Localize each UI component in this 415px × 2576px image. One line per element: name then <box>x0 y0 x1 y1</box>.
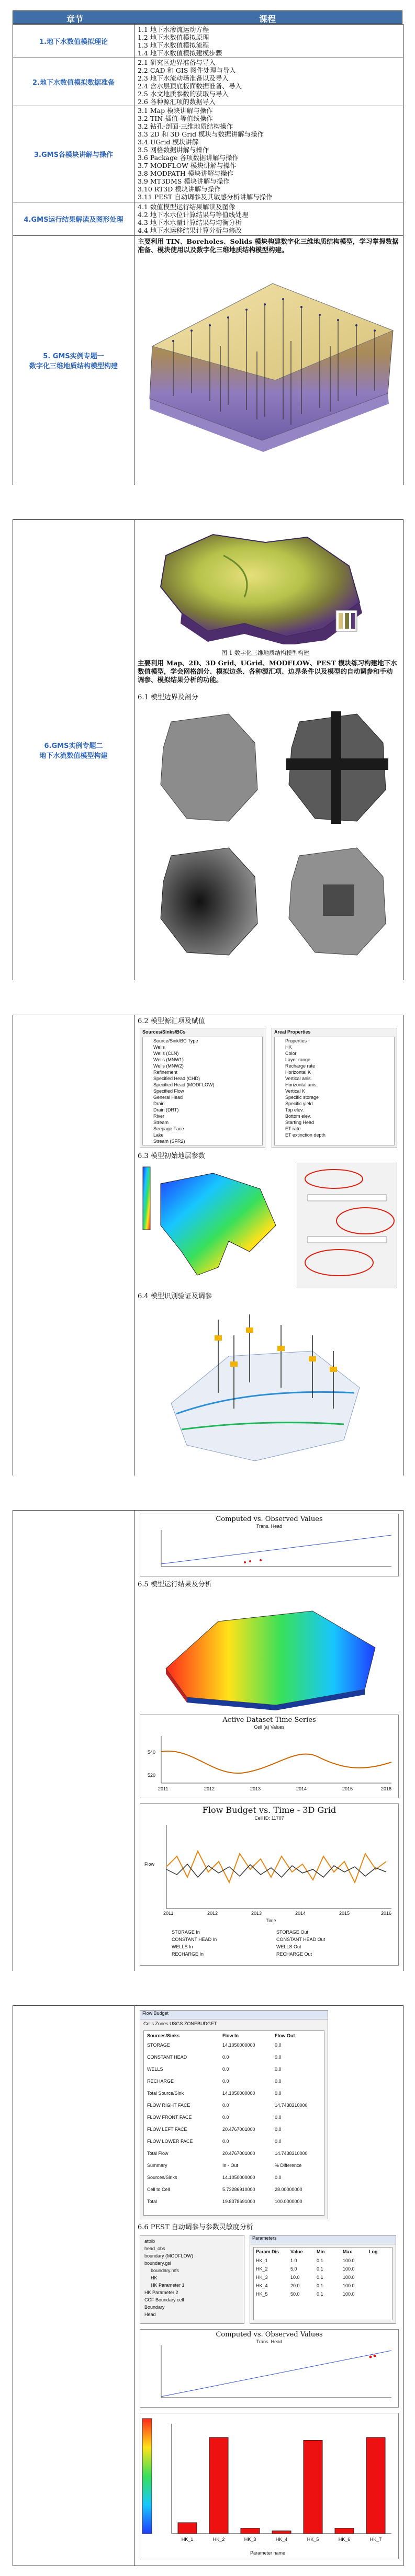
x-tick: 2013 <box>251 1911 262 1916</box>
list-item[interactable]: Starting Head <box>285 1120 315 1125</box>
tree-item[interactable]: Boundary <box>144 2305 165 2310</box>
param-col-header: Min <box>317 2249 325 2254</box>
sec6-table <box>13 519 403 981</box>
mesh-svg-2 <box>278 706 399 832</box>
budget-table <box>143 2030 324 2216</box>
result-3d-svg <box>155 1590 386 1710</box>
list-item[interactable]: Specified Head (CHD) <box>153 1076 200 1081</box>
chart-2-svg <box>140 1715 398 1798</box>
x-tick: 2015 <box>339 1911 350 1916</box>
time-series-chart <box>140 1715 399 1798</box>
computed-observed-chart-2 <box>140 2329 399 2408</box>
param-col-header: Log <box>369 2249 378 2254</box>
budget-cell: 0.0 <box>275 2055 282 2060</box>
budget-cell: Sources/Sinks <box>147 2175 177 2180</box>
section-items-2 <box>134 58 403 106</box>
x-tick: 2012 <box>207 1911 218 1916</box>
budget-cell: 14.7438310000 <box>275 2151 308 2156</box>
sec6-label-line1: 6.GMS实例专题二 <box>44 742 103 750</box>
tree-item[interactable]: Head <box>144 2312 156 2317</box>
list-item[interactable]: Layer range <box>285 1057 311 1062</box>
list-item[interactable]: Vertical anis. <box>285 1076 312 1081</box>
sensitivity-bar-chart <box>140 2413 399 2559</box>
param-cell[interactable]: 0.1 <box>317 2258 323 2263</box>
sec7-content <box>134 1015 403 1476</box>
sec9-label <box>13 2006 134 2566</box>
budget-cell: Total <box>147 2199 158 2204</box>
list-item: 3.4 UGrid 模块讲解 <box>138 138 199 146</box>
param-cell[interactable]: 1.0 <box>290 2258 297 2263</box>
bar <box>366 2437 385 2534</box>
budget-cell: 14.1050000000 <box>222 2175 255 2180</box>
chart-title: Computed vs. Observed Values <box>216 1515 323 1523</box>
x-tick-label: HK_5 <box>307 2537 319 2542</box>
source-sink-dialog-title: Sources/Sinks/BCs <box>142 1029 186 1035</box>
x-tick: 2013 <box>250 1786 261 1791</box>
sec8-subtitle: 6.5 模型运行结果及分析 <box>138 1581 212 1588</box>
param-cell[interactable]: 100.0 <box>343 2275 355 2280</box>
chart-4-svg <box>140 2330 398 2407</box>
list-item: 4.2 地下水水位计算结果与等值线处理 <box>138 211 249 219</box>
budget-cell: Total Source/Sink <box>147 2091 184 2096</box>
budget-cell: Summary <box>147 2163 167 2168</box>
calibration-figure <box>155 1304 375 1471</box>
budget-cell: FLOW RIGHT FACE <box>147 2103 190 2108</box>
budget-cell: 0.0 <box>222 2103 229 2108</box>
list-item[interactable]: Properties <box>285 1038 307 1043</box>
table-header <box>13 10 402 24</box>
sec6-paragraph: 主要利用 Map、2D、3D Grid、UGrid、MODFLOW、PEST 模块练习构建地下水数值模型，学会网格剖分、模拟边条、各种源汇项、边界条件以及模型的自动调参和手动调参、模拟结果分析的功能。 <box>138 659 397 684</box>
sec9-table <box>13 2005 403 2566</box>
list-item: 2.6 各种源汇项的数据导入 <box>138 98 216 106</box>
budget-cell: 0.0 <box>222 2055 229 2060</box>
budget-cell: FLOW LOWER FACE <box>147 2139 193 2144</box>
param-map-figure <box>140 1163 291 1288</box>
budget-cell: 0.0 <box>275 2175 282 2180</box>
list-item: 3.11 PEST 自动调参及其敏感分析讲解与操作 <box>138 193 273 201</box>
tree-item[interactable]: HK Parameter 1 <box>151 2283 185 2288</box>
x-tick: 2014 <box>296 1786 307 1791</box>
list-item[interactable]: HK <box>285 1045 292 1050</box>
budget-col: Sources/Sinks <box>147 2033 180 2038</box>
budget-cell: 0.0 <box>275 2127 282 2132</box>
chart-title: Flow Budget vs. Time - 3D Grid <box>202 1805 337 1815</box>
param-dialog <box>297 1163 397 1288</box>
header-col-chapter: 章节 <box>66 14 84 24</box>
budget-cell: RECHARGE <box>147 2079 174 2084</box>
param-cell[interactable]: 5.0 <box>290 2266 297 2272</box>
sec8-content <box>134 1511 403 1971</box>
section-items-3 <box>134 106 403 202</box>
section-label-2: 2.地下水数值模拟数据准备 <box>13 58 134 106</box>
list-item[interactable]: Lake <box>153 1132 164 1138</box>
budget-cell: Total Flow <box>147 2151 169 2156</box>
x-tick-label: HK_4 <box>275 2537 288 2542</box>
list-item: 1.1 地下水渗流运动方程 <box>138 26 209 33</box>
param-cell[interactable]: 100.0 <box>343 2266 355 2272</box>
x-tick: 2011 <box>163 1911 174 1916</box>
budget-cell: 5.73286910000 <box>222 2187 255 2192</box>
list-item[interactable]: ET rate <box>285 1126 301 1131</box>
bar <box>304 2441 322 2534</box>
param-cell[interactable]: 10.0 <box>290 2275 300 2280</box>
param-cell[interactable]: HK_2 <box>256 2266 268 2272</box>
list-item[interactable]: Recharge rate <box>285 1063 316 1069</box>
legend-item: RECHARGE In <box>172 1951 204 1957</box>
list-item[interactable]: Wells (MNW1) <box>153 1057 184 1062</box>
section-items-4 <box>134 202 403 235</box>
mesh-svg-1 <box>150 706 271 832</box>
list-item[interactable]: ET extinction depth <box>285 1132 326 1138</box>
list-item[interactable]: Refinement <box>153 1070 178 1075</box>
header-col-course: 课程 <box>259 14 276 24</box>
x-tick-label: HK_1 <box>181 2537 194 2542</box>
tree-item[interactable]: attrib <box>144 2239 155 2244</box>
legend-item: RECHARGE Out <box>276 1951 312 1957</box>
calibration-svg <box>155 1304 375 1471</box>
param-col-header: Value <box>290 2249 303 2254</box>
list-item: 3.2 钻孔-剖面-三维地质结构操作 <box>138 122 233 130</box>
budget-cell: 14.7438310000 <box>275 2103 308 2108</box>
list-item[interactable]: General Head <box>153 1095 183 1100</box>
tree-item[interactable]: head_obs <box>144 2246 165 2251</box>
budget-cell: CONSTANT HEAD <box>147 2055 187 2060</box>
x-tick-label: HK_7 <box>369 2537 382 2542</box>
result-3d-figure <box>155 1590 386 1710</box>
sec7-subtitle-3: 6.4 模型识别验证及调参 <box>138 1292 212 1300</box>
list-item[interactable]: Seepage Face <box>153 1126 184 1131</box>
section-label-5 <box>13 235 134 485</box>
source-sink-list <box>142 1037 263 1145</box>
dialog-titlebar: Flow Budget <box>140 2011 328 2019</box>
param-dialog-svg <box>297 1163 397 1288</box>
budget-cell: 20.4767001000 <box>222 2127 255 2132</box>
areal-props-dialog <box>272 1028 397 1148</box>
budget-col: Flow In <box>222 2033 239 2038</box>
param-cell[interactable]: HK_5 <box>256 2291 268 2297</box>
tree-item[interactable]: boundary.gsi <box>144 2261 171 2266</box>
legend-item: WELLS In <box>172 1944 193 1949</box>
legend-item: WELLS Out <box>276 1944 301 1949</box>
budget-cell: 0.0 <box>275 2067 282 2072</box>
x-tick: 2014 <box>295 1911 306 1916</box>
x-axis-label: Time <box>266 1918 276 1923</box>
list-item[interactable]: Horizontal K <box>285 1070 311 1075</box>
bar <box>241 2528 260 2534</box>
section-label-4: 4.GMS运行结果解读及图形处理 <box>13 202 134 235</box>
budget-cell: 0.0 <box>222 2067 229 2072</box>
budget-cell: 100.0000000 <box>275 2199 302 2204</box>
budget-cell: 0.0 <box>222 2139 229 2144</box>
list-item: 1.2 地下水数值模拟原理 <box>138 33 209 41</box>
sec6-label-line2: 地下水流数值模型构建 <box>39 752 108 760</box>
list-item[interactable]: Bottom elev. <box>285 1114 311 1119</box>
sec7-label <box>13 1015 134 1476</box>
sec6-content <box>134 520 403 980</box>
list-item[interactable]: Top elev. <box>285 1107 304 1113</box>
bar-chart-svg <box>140 2413 398 2559</box>
budget-cell: Cell to Cell <box>147 2187 170 2192</box>
budget-cell: In - Out <box>222 2163 239 2168</box>
x-axis-label: Parameter name <box>250 2550 286 2556</box>
param-cell[interactable]: HK_1 <box>256 2258 268 2263</box>
budget-cell: 14.1050000000 <box>222 2042 255 2048</box>
chart-subtitle: Cell ID: 11707 <box>254 1815 284 1821</box>
legend-item: STORAGE Out <box>276 1930 308 1935</box>
budget-cell: FLOW LEFT FACE <box>147 2127 187 2132</box>
param-table <box>253 2247 392 2320</box>
dialog-titlebar: Parameters <box>250 2235 396 2244</box>
x-tick-label: HK_3 <box>244 2537 256 2542</box>
param-cell[interactable]: 50.0 <box>290 2291 300 2297</box>
chart-1-svg <box>140 1514 398 1576</box>
mesh-panel-1 <box>150 706 271 832</box>
x-tick-label: HK_6 <box>338 2537 351 2542</box>
sec7-subtitle-2: 6.3 模型初始地层参数 <box>138 1152 205 1160</box>
sec6-subtitle: 6.1 模型边界及剖分 <box>138 694 198 701</box>
bar <box>178 2523 197 2534</box>
list-item[interactable]: Stream <box>153 1120 169 1125</box>
tree-item[interactable]: HK <box>151 2275 158 2280</box>
x-tick-label: HK_2 <box>212 2537 225 2542</box>
list-item[interactable]: Vertical K <box>285 1088 306 1094</box>
y-tick: 520 <box>148 1773 156 1778</box>
flow-budget-chart <box>140 1803 399 1966</box>
sec5-content <box>134 235 403 485</box>
sec9-content <box>134 2006 403 2566</box>
list-item: 3.7 MODFLOW 模块讲解与操作 <box>138 162 237 169</box>
section-items-1 <box>134 25 403 58</box>
budget-cell: % Difference <box>275 2163 302 2168</box>
param-cell[interactable]: 100.0 <box>343 2258 355 2263</box>
param-cell[interactable]: 0.1 <box>317 2283 323 2288</box>
list-item[interactable]: Specified Flow <box>153 1088 184 1094</box>
param-col-header: Param Dis <box>256 2249 279 2254</box>
page-gap <box>0 980 415 1015</box>
mesh-panel-2 <box>278 706 399 832</box>
legend-item: CONSTANT HEAD In <box>172 1937 217 1942</box>
list-item[interactable]: Stream (SFR2) <box>153 1139 185 1144</box>
param-cell[interactable]: 100.0 <box>343 2283 355 2288</box>
legend-item: CONSTANT HEAD Out <box>276 1937 326 1942</box>
list-item[interactable]: Drain (DRT) <box>153 1107 179 1113</box>
budget-cell: 0.0 <box>275 2079 282 2084</box>
list-item: 4.1 数值模型运行结果解读及图像 <box>138 203 235 211</box>
list-item: 2.5 水文地质参数的获取与导入 <box>138 90 229 98</box>
param-cell[interactable]: 0.1 <box>317 2266 323 2272</box>
param-col-header: Max <box>343 2249 352 2254</box>
budget-cell: 0.0 <box>275 2115 282 2120</box>
legend-item: STORAGE In <box>172 1930 200 1935</box>
budget-cell: FLOW FRONT FACE <box>147 2115 192 2120</box>
param-cell[interactable]: 0.1 <box>317 2275 323 2280</box>
budget-cell: 14.1050000000 <box>222 2091 255 2096</box>
list-item[interactable]: Specific storage <box>285 1095 319 1100</box>
areal-props-dialog-title: Areal Properties <box>274 1029 311 1035</box>
tree-item[interactable]: HK Parameter 2 <box>144 2290 178 2295</box>
list-item[interactable]: Horizontal anis. <box>285 1082 318 1087</box>
bar <box>335 2528 354 2534</box>
list-item[interactable]: Wells <box>153 1045 165 1050</box>
list-item: 1.4 地下水数值模拟建模步骤 <box>138 49 222 57</box>
list-item: 3.2 TIN 插值-等值线操作 <box>138 115 213 122</box>
mesh-panel-4 <box>278 840 399 966</box>
sec6-label <box>13 520 134 980</box>
chart-subtitle: Trans. Head <box>256 1524 283 1529</box>
list-item: 3.9 MT3DMS 模块讲解与操作 <box>138 177 230 185</box>
mesh-svg-4 <box>278 840 399 966</box>
section-label-1: 1.地下水数值模拟理论 <box>13 25 134 58</box>
list-item[interactable]: Wells (CLN) <box>153 1051 179 1056</box>
tree-item[interactable]: CCF Boundary cell <box>144 2297 184 2302</box>
param-cell[interactable]: HK_3 <box>256 2275 268 2280</box>
chart-title: Active Dataset Time Series <box>222 1716 316 1724</box>
list-item: 4.3 地下水水量计算结果与均衡分析 <box>138 219 242 226</box>
list-item: 3.1 Map 模块讲解与操作 <box>138 107 213 115</box>
tree-item[interactable]: boundary (MODFLOW) <box>144 2253 194 2259</box>
chart-subtitle: Trans. Head <box>256 2339 283 2344</box>
param-cell[interactable]: 100.0 <box>343 2291 355 2297</box>
figure-caption: 图 1 数字化三维地质结构模型构建 <box>221 650 309 656</box>
budget-col: Flow Out <box>275 2033 295 2038</box>
list-item[interactable]: Specific yield <box>285 1101 313 1106</box>
list-item: 4.4 地下水运移结果计算分析与修改 <box>138 226 242 234</box>
param-cell[interactable]: 0.1 <box>317 2291 323 2297</box>
syllabus-table <box>13 24 403 485</box>
tree-item[interactable]: boundary.mfs <box>151 2268 179 2273</box>
sec5-label-line2: 数字化三维地质结构模型构建 <box>29 362 118 370</box>
y-axis-label: Flow <box>144 1862 155 1867</box>
budget-cell: 0.0 <box>275 2042 282 2048</box>
budget-cell: 28.00000000 <box>275 2187 302 2192</box>
list-item[interactable]: River <box>153 1114 165 1119</box>
list-item: 3.5 网格数据讲解与操作 <box>138 146 209 154</box>
chart-subtitle: Cell (a) Values <box>254 1724 285 1730</box>
list-item[interactable]: Specified Head (MODFLOW) <box>153 1082 215 1087</box>
flow-budget-dialog <box>140 2010 328 2219</box>
budget-cell: 20.4767001000 <box>222 2151 255 2156</box>
x-tick: 2011 <box>158 1786 169 1791</box>
list-item[interactable]: Source/Sink/BC Type <box>153 1038 198 1043</box>
computed-observed-chart-1 <box>140 1514 399 1576</box>
budget-cell: 0.0 <box>275 2091 282 2096</box>
list-item: 3.3 2D 和 3D Grid 模块与数据讲解与操作 <box>138 130 264 138</box>
terrain-svg <box>150 524 370 644</box>
list-item: 2.4 含水层顶底板面数据准备、导入 <box>138 82 242 90</box>
bar <box>209 2437 228 2534</box>
section-label-3: 3.GMS各模块讲解与操作 <box>13 106 134 202</box>
page-gap <box>0 485 415 519</box>
param-cell[interactable]: HK_4 <box>256 2283 268 2288</box>
budget-cell: WELLS <box>147 2067 163 2072</box>
list-item[interactable]: Color <box>285 1051 297 1056</box>
sec5-label-line1: 5. GMS实例专题一 <box>43 352 104 360</box>
sec8-table <box>13 1510 403 1971</box>
x-tick: 2015 <box>342 1786 353 1791</box>
list-item: 2.1 研究区边界准备与导入 <box>138 59 216 66</box>
dialog-tabs: Cells Zones USGS ZONEBUDGET <box>143 2021 217 2026</box>
list-item: 3.10 RT3D 模块讲解与操作 <box>138 185 221 193</box>
budget-cell: 0.0 <box>222 2079 229 2084</box>
budget-cell: 19.8378691000 <box>222 2199 255 2204</box>
sec8-label <box>13 1511 134 1971</box>
page-gap <box>0 1476 415 1510</box>
y-tick: 540 <box>148 1750 156 1755</box>
list-item[interactable]: Drain <box>153 1101 165 1106</box>
param-cell[interactable]: 20.0 <box>290 2283 300 2288</box>
list-item: 3.8 MODPATH 模块讲解与操作 <box>138 169 234 177</box>
bar <box>272 2531 291 2534</box>
sec7-table <box>13 1015 403 1476</box>
sec7-subtitle-1: 6.2 模型源汇项及赋值 <box>138 1017 205 1025</box>
terrain-figure <box>150 524 370 644</box>
sec9-subtitle: 6.6 PEST 自动调参与参数灵敏度分析 <box>138 2223 253 2231</box>
areal-props-list <box>274 1037 395 1145</box>
mesh-panel-3 <box>150 840 271 966</box>
budget-cell: 0.0 <box>275 2139 282 2144</box>
x-tick: 2016 <box>381 1911 392 1916</box>
list-item: 2.3 地下水流动场准备以及导入 <box>138 74 229 82</box>
geology-3d-figure <box>142 268 398 480</box>
mesh-svg-3 <box>150 840 271 966</box>
budget-cell: 0.0 <box>222 2115 229 2120</box>
project-tree <box>140 2235 244 2324</box>
source-sink-dialog <box>140 1028 265 1148</box>
x-tick: 2016 <box>381 1786 392 1791</box>
parameters-dialog <box>250 2235 396 2324</box>
chart-title: Computed vs. Observed Values <box>216 2331 323 2339</box>
geology-3d-svg <box>142 268 398 480</box>
x-tick: 2012 <box>204 1786 215 1791</box>
budget-cell: STORAGE <box>147 2042 170 2048</box>
list-item[interactable]: Wells (MNW2) <box>153 1063 184 1069</box>
page-gap <box>0 1971 415 2005</box>
sec5-paragraph: 主要利用 TIN、Boreholes、Solids 模块构建数字化三维地质结构模型，学习掌握数据准备、模块使用以及数字化三维地质结构模型构建。 <box>138 237 399 254</box>
list-item: 1.3 地下水数值模拟流程 <box>138 41 209 49</box>
list-item: 3.6 Package 各项数据讲解与操作 <box>138 154 239 162</box>
list-item: 2.2 CAD 和 GIS 图件处理与导入 <box>138 66 236 74</box>
param-map-svg <box>140 1163 291 1288</box>
